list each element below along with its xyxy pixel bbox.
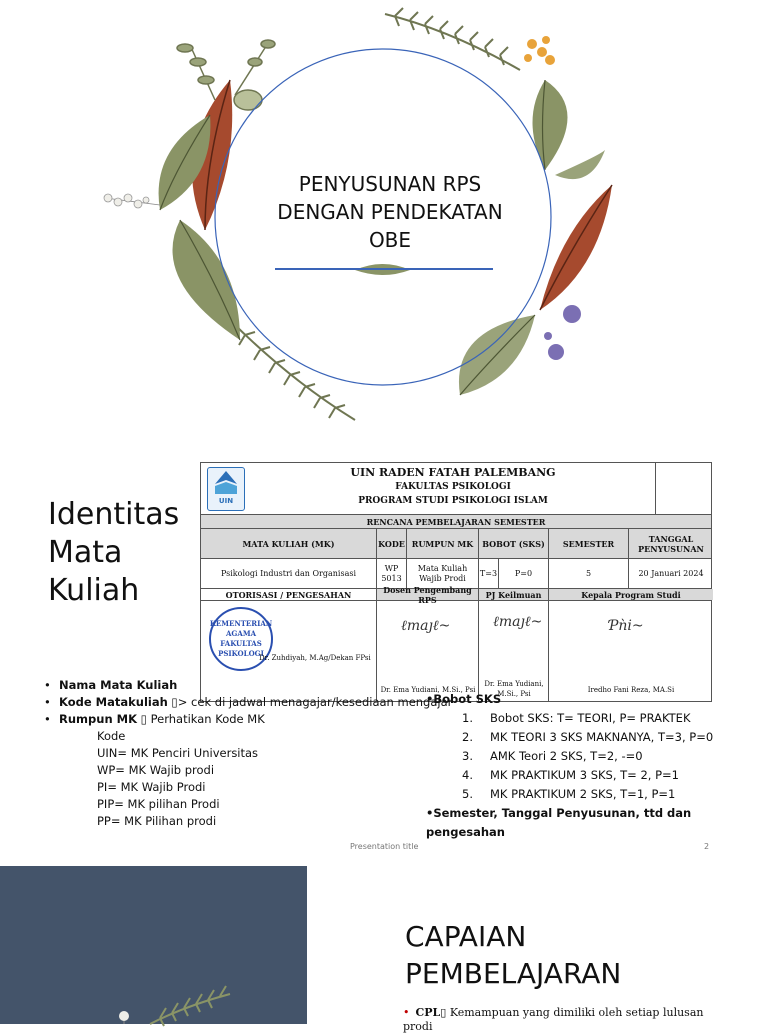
bobot-sks-list <box>426 690 768 842</box>
dekan-name: Dr. Zuhdiyah, M.Ag/Dekan FPsi <box>259 654 371 662</box>
rumpun-sub-item: PP= MK Pilihan prodi <box>97 814 217 828</box>
list-item: • Kode Matakuliah ▯> cek di jadwal menagajar/kesediaan mengajar <box>44 694 452 711</box>
header-mk: MATA KULIAH (MK) <box>201 529 377 558</box>
list-item: 3. AMK Teori 2 SKS, T=2, -=0 <box>462 749 643 763</box>
orange-flowers <box>524 36 555 65</box>
list-item: 2. MK TEORI 3 SKS MAKNANYA, T=3, P=0 <box>462 730 714 744</box>
pj-name: Dr. Ema Yudiani, M.Si., Psi <box>484 680 544 698</box>
purple-flowers <box>544 305 581 360</box>
slide-title-line: DENGAN PENDEKATAN <box>277 200 503 224</box>
program-name: PROGRAM STUDI PSIKOLOGI ISLAM <box>358 496 548 506</box>
fern-illustration <box>0 866 307 1024</box>
fern-bottom <box>230 320 355 420</box>
rumpun-sub-item: PIP= MK pilihan Prodi <box>97 797 220 811</box>
white-flower-sprig <box>104 194 160 208</box>
cell-mk: Psikologi Industri dan Organisasi <box>201 559 377 588</box>
cell-bobot-t: T=3 <box>479 559 499 588</box>
cell-rumpun: Mata Kuliah Wajib Prodi <box>407 559 479 588</box>
cell-semester: 5 <box>549 559 629 588</box>
title-slide <box>0 0 768 432</box>
slide-title-line: OBE <box>368 228 412 252</box>
doc-title-row <box>201 515 711 529</box>
list-item: • Nama Mata Kuliah <box>44 677 452 694</box>
otorisasi-label: OTORISASI / PENGESAHAN <box>201 589 377 600</box>
fern-top <box>385 8 520 70</box>
slide-title-line: PENYUSUNAN RPS <box>298 172 482 196</box>
identity-bullet-list <box>44 677 452 830</box>
column-header-row <box>201 529 711 559</box>
slide-title <box>240 170 540 254</box>
university-name: UIN RADEN FATAH PALEMBANG <box>350 466 556 479</box>
cpl-text: ▯ Kemampuan yang dimiliki oleh setiap lulusan prodi <box>403 1006 704 1033</box>
slate-panel <box>0 866 307 1024</box>
kaprodi-signature: Ƥǹi~ <box>609 618 644 634</box>
green-leaf-bottom-left <box>173 220 241 340</box>
green-leaf-right-top <box>533 80 568 170</box>
rumpun-sub-item: Kode <box>97 729 126 743</box>
kaprodi-name: Iredho Fani Reza, MA.Si <box>587 686 675 694</box>
heading-line: CAPAIAN <box>405 920 527 953</box>
heading-line: Identitas <box>48 497 180 532</box>
slide-heading <box>405 918 621 992</box>
dosen-header: Dosen Pengembang RPS <box>377 589 479 600</box>
heading-line: PEMBELAJARAN <box>405 957 622 990</box>
header-bobot: BOBOT (SKS) <box>479 529 549 558</box>
pj-signature: ℓmaȷℓ~ <box>493 614 543 630</box>
list-item: 5. MK PRAKTIKUM 2 SKS, T=1, P=1 <box>462 787 676 801</box>
header-tanggal: TANGGAL PENYUSUNAN <box>638 533 704 554</box>
list-item: 1. Bobot SKS: T= TEORI, P= PRAKTEK <box>462 711 691 725</box>
heading-line: Kuliah <box>48 573 140 608</box>
cell-bobot-p: P=0 <box>499 559 549 588</box>
pj-header: PJ Keilmuan <box>479 589 549 600</box>
rumpun-sub-item: UIN= MK Penciri Universitas <box>97 746 259 760</box>
bobot-heading: •Bobot SKS <box>426 692 502 706</box>
bullet-dot: • <box>403 1006 410 1019</box>
list-item: 4. MK PRAKTIKUM 3 SKS, T= 2, P=1 <box>462 768 679 782</box>
authorization-header-row <box>201 584 711 605</box>
cell-kode: WP 5013 <box>377 559 407 588</box>
faculty-name: FAKULTAS PSIKOLOGI <box>395 482 511 492</box>
header-rumpun: RUMPUN MK <box>407 529 479 558</box>
capaian-slide <box>0 866 768 1033</box>
header-kode: KODE <box>377 529 407 558</box>
kaprodi-header: Kepala Program Studi <box>549 589 713 600</box>
cpl-label: CPL <box>415 1006 441 1019</box>
doc-title: RENCANA PEMBELAJARAN SEMESTER <box>366 517 546 527</box>
cpl-bullet <box>403 1006 733 1034</box>
dosen-signature: ℓmaȷℓ~ <box>401 618 451 634</box>
heading-line: Mata <box>48 535 123 570</box>
footer-page-number: 2 <box>704 842 710 851</box>
identitas-slide <box>0 432 768 864</box>
footer-presentation-title: Presentation title <box>350 842 419 851</box>
title-divider <box>275 268 493 270</box>
dosen-name: Dr. Ema Yudiani, M.Si., Psi <box>380 686 476 694</box>
table-header-band <box>201 463 711 515</box>
white-flower-icon <box>119 1011 129 1021</box>
list-item: • Rumpun MK ▯ Perhatikan Kode MK <box>44 711 452 728</box>
rumpun-sub-item: WP= MK Wajib prodi <box>97 763 215 777</box>
cell-tanggal: 20 Januari 2024 <box>638 568 704 578</box>
slide-heading <box>48 496 198 610</box>
rps-table-image <box>200 462 712 702</box>
rumpun-sub-item: PI= MK Wajib Prodi <box>97 780 206 794</box>
stamp-text: KEMENTERIAN AGAMA FAKULTAS PSIKOLOGI <box>209 619 273 658</box>
header-semester: SEMESTER <box>549 529 629 558</box>
semester-line: •Semester, Tanggal Penyusunan, ttd dan pengesahan <box>426 806 692 839</box>
logo-text: UIN <box>218 497 234 505</box>
uin-logo <box>207 467 245 511</box>
green-leaf-right-mid <box>555 150 605 179</box>
